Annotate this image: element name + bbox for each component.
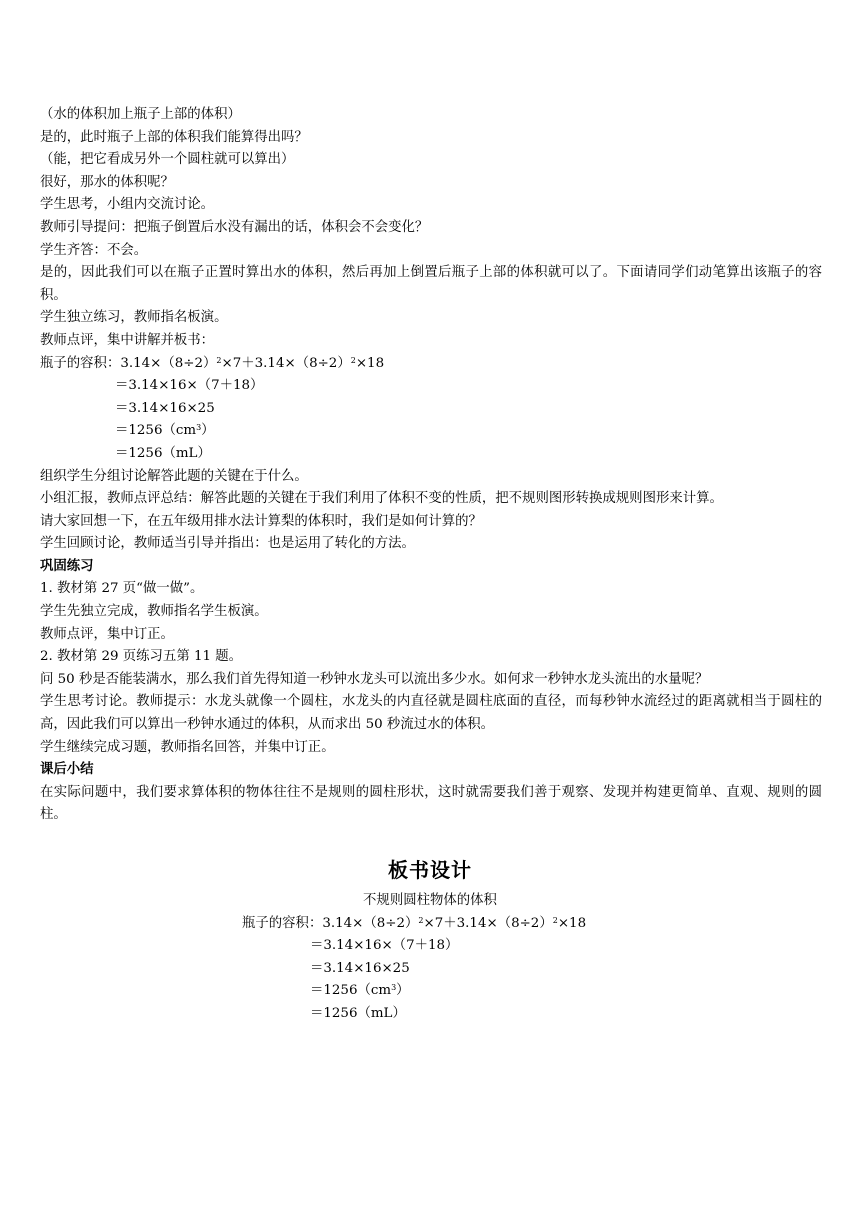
board-calc-exponent: 2 — [418, 915, 424, 925]
text-line: 是的，此时瓶子上部的体积我们能算得出吗？ — [40, 129, 308, 145]
calc-exponent: 2 — [350, 355, 356, 365]
board-subtitle: 不规则圆柱物体的体积 — [363, 893, 497, 908]
text-line: 学生回顾讨论，教师适当引导并指出：也是运用了转化的方法。 — [40, 536, 415, 552]
board-calc-step: ＝3.14×16×（7＋18） — [310, 938, 459, 954]
text-line: 小组汇报，教师点评总结：解答此题的关键在于我们利用了体积不变的性质，把不规则图形转换成规则图形来计算。 — [40, 491, 723, 507]
board-calc-first-line — [0, 913, 860, 936]
text-line: 学生思考，小组内交流讨论。 — [40, 197, 215, 213]
calc-term: 3.14×（8÷2） — [120, 355, 217, 371]
text-line: 学生先独立完成，教师指名学生板演。 — [40, 604, 268, 620]
text-line: （能，把它看成另外一个圆柱就可以算出） — [40, 152, 295, 168]
section-heading-practice: 巩固练习 — [40, 558, 94, 574]
text-line: （水的体积加上瓶子上部的体积） — [40, 107, 241, 122]
calc-term: ×7＋3.14×（8÷2） — [221, 355, 351, 371]
text-line: 学生独立练习，教师指名板演。 — [40, 310, 228, 326]
text-line: 学生继续完成习题，教师指名回答，并集中订正。 — [40, 739, 335, 755]
calc-step: ＝3.14×16×25 — [115, 400, 215, 416]
section-heading-summary: 课后小结 — [40, 762, 94, 778]
text-line: 2. 教材第 29 页练习五第 11 题。 — [40, 649, 243, 665]
text-line: 教师点评，集中订正。 — [40, 626, 174, 642]
text-line: 请大家回想一下，在五年级用排水法计算梨的体积时，我们是如何计算的？ — [40, 513, 482, 529]
calc-first-line — [40, 353, 822, 376]
calc-exponent: 3 — [196, 423, 202, 433]
text-line: 教师引导提问：把瓶子倒置后水没有漏出的话，体积会不会变化？ — [40, 219, 429, 235]
board-calc-step-text: ） — [396, 983, 410, 999]
text-paragraph: 学生思考讨论。教师提示：水龙头就像一个圆柱，水龙头的内直径就是圆柱底面的直径，而每秒钟水流经过的距离就相当于圆柱的高，因此我们可以算出一秒钟水通过的体积，从而求出 50 秒流过水的体积。 — [40, 694, 822, 733]
calc-step — [40, 420, 822, 443]
calc-step-text: ） — [201, 423, 215, 439]
text-paragraph: 是的，因此我们可以在瓶子正置时算出水的体积，然后再加上倒置后瓶子上部的体积就可以了。下面请同学们动笔算出该瓶子的容积。 — [40, 265, 822, 303]
text-line: 组织学生分组讨论解答此题的关键在于什么。 — [40, 468, 308, 484]
text-line: 教师点评，集中讲解并板书： — [40, 332, 215, 348]
text-line: 很好，那水的体积呢？ — [40, 174, 174, 190]
board-calc-step: ＝1256（mL） — [310, 1005, 406, 1021]
calc-step: ＝3.14×16×（7＋18） — [115, 378, 264, 394]
board-calc-exponent: 2 — [552, 915, 558, 925]
calc-step-text: ＝1256（cm — [115, 423, 197, 439]
calc-label: 瓶子的容积： — [40, 355, 121, 371]
text-paragraph: 在实际问题中，我们要求算体积的物体往往不是规则的圆柱形状，这时就需要我们善于观察、发现并构建更简单、直观、规则的圆柱。 — [40, 784, 822, 823]
calc-term: ×18 — [355, 355, 385, 371]
calc-step: ＝1256（mL） — [115, 445, 211, 461]
text-line: 学生齐答：不会。 — [40, 242, 148, 258]
text-line: 1. 教材第 27 页“做一做”。 — [40, 581, 204, 597]
board-design — [0, 852, 860, 1026]
board-calc-label: 瓶子的容积： — [242, 915, 323, 931]
board-calc-step-text: ＝1256（cm — [310, 983, 392, 999]
lesson-body — [40, 104, 822, 827]
board-calc-term: ×7＋3.14×（8÷2） — [423, 915, 553, 931]
text-line: 问 50 秒是否能装满水，那么我们首先得知道一秒钟水龙头可以流出多少水。如何求一秒钟水龙头流出的水量呢？ — [40, 671, 709, 687]
board-calc-step — [0, 980, 860, 1003]
board-calc-term: 3.14×（8÷2） — [322, 915, 419, 931]
board-calc-term: ×18 — [557, 915, 587, 931]
board-calc-exponent: 3 — [391, 983, 397, 993]
board-calc-step: ＝3.14×16×25 — [310, 960, 410, 976]
calc-exponent: 2 — [216, 355, 222, 365]
board-title: 板书设计 — [388, 858, 472, 882]
